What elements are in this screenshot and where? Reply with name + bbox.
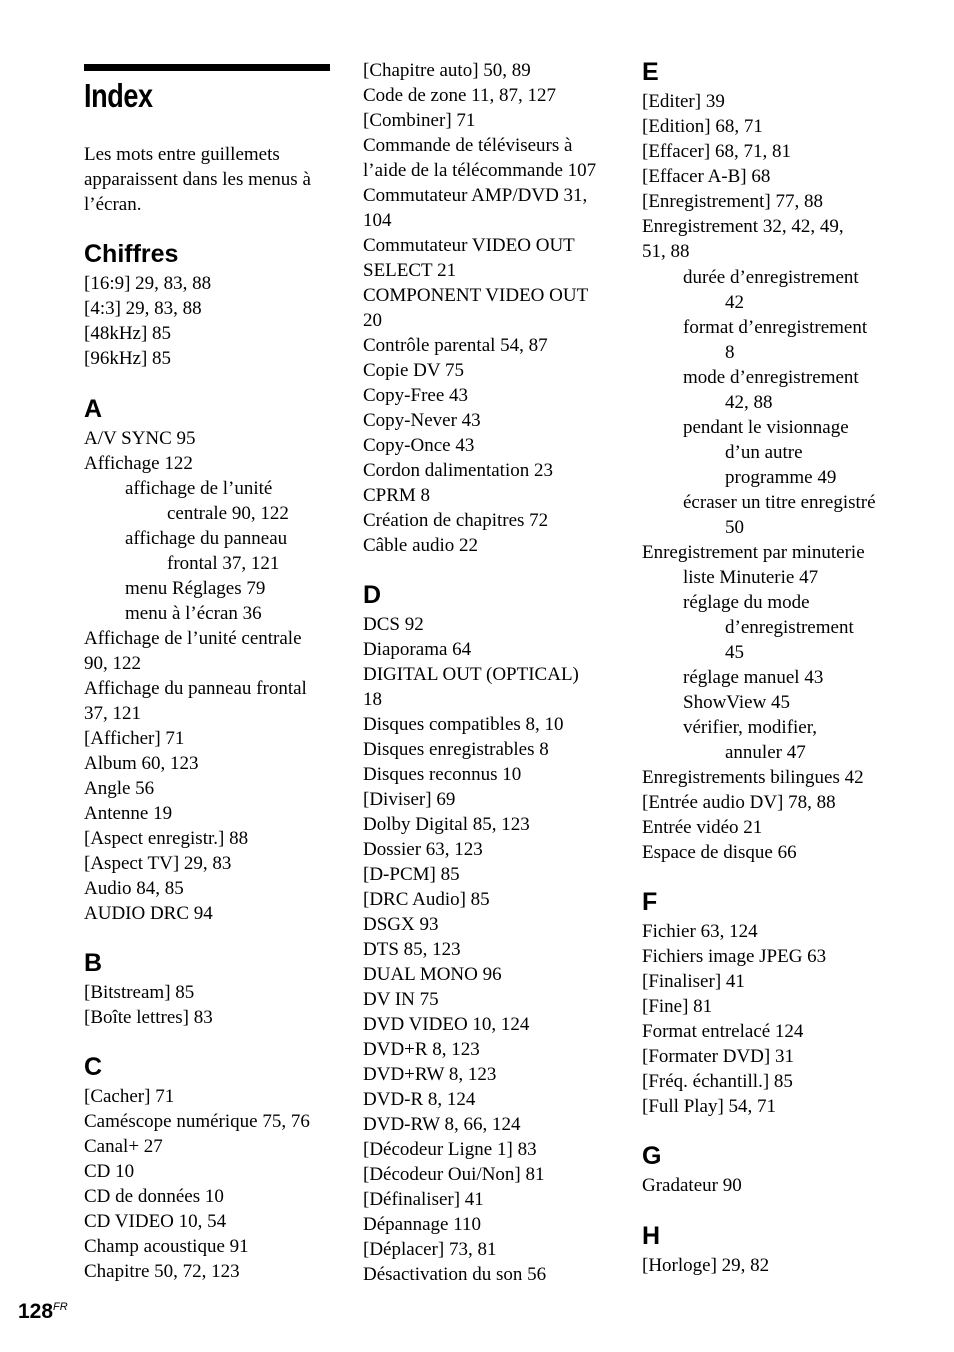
title-rule — [84, 64, 330, 71]
index-section-heading: B — [84, 949, 103, 977]
index-subentry: vérifier, modifier, — [683, 717, 818, 738]
index-entry: DVD-RW 8, 66, 124 — [363, 1114, 521, 1135]
index-entry: [Fine] 81 — [642, 996, 713, 1017]
index-section-heading: C — [84, 1053, 103, 1081]
index-entry: CPRM 8 — [363, 485, 431, 506]
index-entry: [Effacer] 68, 71, 81 — [642, 141, 791, 162]
index-entry: DTS 85, 123 — [363, 939, 461, 960]
index-entry: AUDIO DRC 94 — [84, 903, 213, 924]
index-entry: 51, 88 — [642, 241, 690, 262]
index-subentry: mode d’enregistrement — [683, 367, 859, 388]
index-entry: Commande de téléviseurs à — [363, 135, 573, 156]
page-number-value: 128 — [18, 1300, 54, 1323]
index-entry: Désactivation du son 56 — [363, 1264, 547, 1285]
intro-text — [84, 142, 334, 217]
index-entry: Commutateur AMP/DVD 31, — [363, 185, 588, 206]
index-subentry: d’un autre — [725, 442, 803, 463]
index-entry: Cordon dalimentation 23 — [363, 460, 553, 481]
index-entry: [Full Play] 54, 71 — [642, 1096, 777, 1117]
index-entry: [Cacher] 71 — [84, 1086, 175, 1107]
page-title: Index — [84, 77, 153, 114]
index-entry: DSGX 93 — [363, 914, 439, 935]
index-entry: [96kHz] 85 — [84, 348, 172, 369]
index-entry: Commutateur VIDEO OUT — [363, 235, 575, 256]
index-entry: Copy-Never 43 — [363, 410, 481, 431]
index-entry: Fichier 63, 124 — [642, 921, 758, 942]
index-entry: [Editer] 39 — [642, 91, 725, 112]
index-entry: [D-PCM] 85 — [363, 864, 460, 885]
index-entry: Espace de disque 66 — [642, 842, 797, 863]
index-subentry: format d’enregistrement — [683, 317, 868, 338]
index-entry: Disques compatibles 8, 10 — [363, 714, 564, 735]
index-entry: [Déplacer] 73, 81 — [363, 1239, 497, 1260]
index-entry: [Formater DVD] 31 — [642, 1046, 794, 1067]
index-entry: Création de chapitres 72 — [363, 510, 549, 531]
index-subentry: frontal 37, 121 — [167, 553, 280, 574]
index-entry: Canal+ 27 — [84, 1136, 163, 1157]
index-entry: [Fréq. échantill.] 85 — [642, 1071, 793, 1092]
index-entry: Antenne 19 — [84, 803, 173, 824]
index-entry: [Décodeur Ligne 1] 83 — [363, 1139, 537, 1160]
index-subentry: écraser un titre enregistré — [683, 492, 876, 513]
index-entry: [Combiner] 71 — [363, 110, 476, 131]
index-entry: [Edition] 68, 71 — [642, 116, 763, 137]
index-entry: Affichage du panneau frontal — [84, 678, 307, 699]
index-subentry: 50 — [725, 517, 744, 538]
index-section-heading: A — [84, 395, 103, 423]
index-subentry: centrale 90, 122 — [167, 503, 289, 524]
index-entry: CD VIDEO 10, 54 — [84, 1211, 227, 1232]
index-subentry: annuler 47 — [725, 742, 806, 763]
index-entry: [Boîte lettres] 83 — [84, 1007, 213, 1028]
index-entry: DCS 92 — [363, 614, 424, 635]
page-number — [18, 1300, 68, 1324]
index-entry: Chapitre 50, 72, 123 — [84, 1261, 240, 1282]
index-entry: [Enregistrement] 77, 88 — [642, 191, 823, 212]
index-entry: Format entrelacé 124 — [642, 1021, 804, 1042]
index-entry: [Définaliser] 41 — [363, 1189, 484, 1210]
index-entry: Entrée vidéo 21 — [642, 817, 763, 838]
index-entry: 18 — [363, 689, 382, 710]
index-section-heading: D — [363, 581, 382, 609]
index-entry: [Afficher] 71 — [84, 728, 185, 749]
index-entry: Dolby Digital 85, 123 — [363, 814, 530, 835]
index-entry: Angle 56 — [84, 778, 155, 799]
index-entry: l’aide de la télécommande 107 — [363, 160, 597, 181]
index-subentry: ShowView 45 — [683, 692, 791, 713]
index-subentry: liste Minuterie 47 — [683, 567, 819, 588]
index-entry: CD de données 10 — [84, 1186, 224, 1207]
index-entry: Copy-Free 43 — [363, 385, 469, 406]
index-entry: Audio 84, 85 — [84, 878, 184, 899]
index-entry: CD 10 — [84, 1161, 135, 1182]
index-subentry: 42 — [725, 292, 744, 313]
index-entry: Enregistrements bilingues 42 — [642, 767, 864, 788]
index-entry: DVD+R 8, 123 — [363, 1039, 480, 1060]
index-entry: DIGITAL OUT (OPTICAL) — [363, 664, 579, 685]
index-entry: [Bitstream] 85 — [84, 982, 195, 1003]
index-entry: Caméscope numérique 75, 76 — [84, 1111, 310, 1132]
index-subentry: affichage du panneau — [125, 528, 288, 549]
index-entry: DVD VIDEO 10, 124 — [363, 1014, 530, 1035]
index-entry: Affichage de l’unité centrale — [84, 628, 302, 649]
index-entry: Dépannage 110 — [363, 1214, 481, 1235]
index-subentry: pendant le visionnage — [683, 417, 849, 438]
index-entry: 104 — [363, 210, 392, 231]
index-entry: [16:9] 29, 83, 88 — [84, 273, 212, 294]
index-subentry: réglage manuel 43 — [683, 667, 824, 688]
index-entry: 37, 121 — [84, 703, 141, 724]
index-entry: [Entrée audio DV] 78, 88 — [642, 792, 836, 813]
index-subentry: menu à l’écran 36 — [125, 603, 262, 624]
index-entry: 20 — [363, 310, 382, 331]
index-entry: Gradateur 90 — [642, 1175, 742, 1196]
index-entry: [48kHz] 85 — [84, 323, 172, 344]
index-section-heading: G — [642, 1142, 662, 1170]
index-entry: A/V SYNC 95 — [84, 428, 196, 449]
index-entry: [Aspect TV] 29, 83 — [84, 853, 232, 874]
index-entry: COMPONENT VIDEO OUT — [363, 285, 589, 306]
index-subentry: 8 — [725, 342, 735, 363]
page-language: FR — [53, 1301, 68, 1313]
index-entry: Disques enregistrables 8 — [363, 739, 549, 760]
index-entry: DUAL MONO 96 — [363, 964, 502, 985]
index-entry: DVD-R 8, 124 — [363, 1089, 476, 1110]
index-entry: Enregistrement 32, 42, 49, — [642, 216, 844, 237]
intro-paragraph: Les mots entre guillemets apparaissent dans les menus à l’écran. — [84, 144, 311, 215]
index-entry: 90, 122 — [84, 653, 141, 674]
index-entry: Enregistrement par minuterie — [642, 542, 865, 563]
index-entry: Fichiers image JPEG 63 — [642, 946, 827, 967]
index-entry: SELECT 21 — [363, 260, 457, 281]
index-section-heading: Chiffres — [84, 240, 179, 268]
index-entry: [Diviser] 69 — [363, 789, 456, 810]
index-entry: [Effacer A-B] 68 — [642, 166, 771, 187]
index-entry: DVD+RW 8, 123 — [363, 1064, 497, 1085]
index-entry: Diaporama 64 — [363, 639, 472, 660]
index-entry: [Chapitre auto] 50, 89 — [363, 60, 531, 81]
index-entry: Contrôle parental 54, 87 — [363, 335, 548, 356]
index-subentry: menu Réglages 79 — [125, 578, 266, 599]
index-entry: Copy-Once 43 — [363, 435, 475, 456]
index-entry: [4:3] 29, 83, 88 — [84, 298, 202, 319]
index-section-heading: H — [642, 1222, 661, 1250]
index-entry: [Aspect enregistr.] 88 — [84, 828, 249, 849]
index-entry: [Finaliser] 41 — [642, 971, 745, 992]
index-entry: Code de zone 11, 87, 127 — [363, 85, 556, 106]
index-subentry: 42, 88 — [725, 392, 773, 413]
index-subentry: durée d’enregistrement — [683, 267, 859, 288]
index-entry: [Décodeur Oui/Non] 81 — [363, 1164, 545, 1185]
index-entry: [Horloge] 29, 82 — [642, 1255, 770, 1276]
index-entry: Disques reconnus 10 — [363, 764, 522, 785]
index-subentry: d’enregistrement — [725, 617, 854, 638]
index-section-heading: E — [642, 58, 659, 86]
index-entry: Champ acoustique 91 — [84, 1236, 249, 1257]
index-subentry: réglage du mode — [683, 592, 810, 613]
index-entry: DV IN 75 — [363, 989, 439, 1010]
index-entry: Copie DV 75 — [363, 360, 464, 381]
index-entry: Dossier 63, 123 — [363, 839, 483, 860]
index-subentry: 45 — [725, 642, 744, 663]
index-section-heading: F — [642, 888, 658, 916]
index-entry: Câble audio 22 — [363, 535, 479, 556]
index-subentry: programme 49 — [725, 467, 837, 488]
index-subentry: affichage de l’unité — [125, 478, 273, 499]
index-entry: [DRC Audio] 85 — [363, 889, 490, 910]
index-entry: Affichage 122 — [84, 453, 193, 474]
index-entry: Album 60, 123 — [84, 753, 199, 774]
